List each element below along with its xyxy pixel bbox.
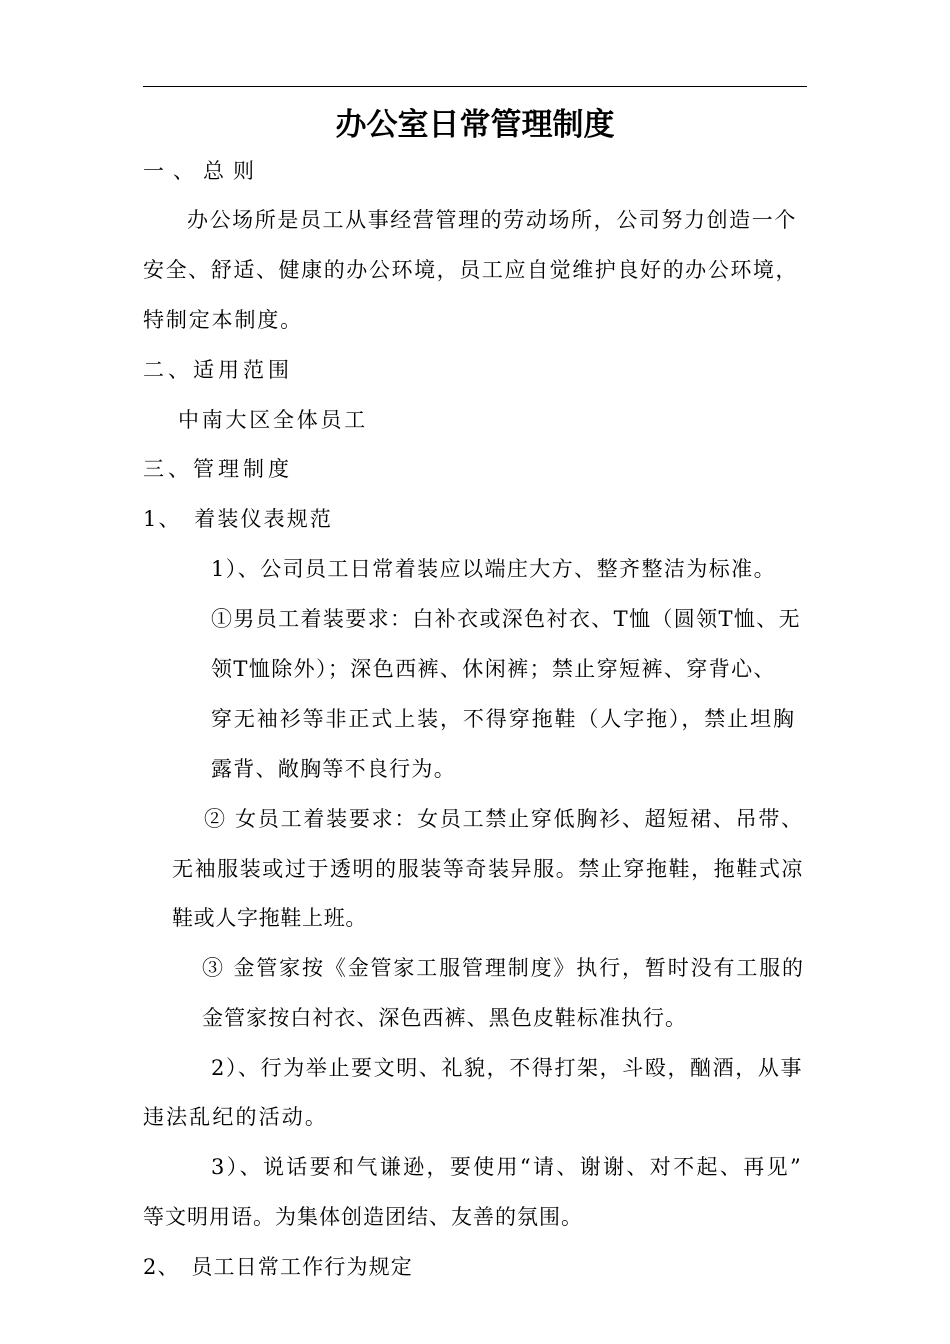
list-item-line: ①男员工着装要求：白补衣或深色衬衣、T恤（圆领T恤、无 (211, 607, 802, 631)
paragraph-line: 特制定本制度。 (143, 308, 304, 332)
header-rule (143, 86, 807, 87)
section-heading-rules: 三、管理制度 (143, 457, 293, 481)
list-item-line: 露背、敞胸等不良行为。 (211, 757, 456, 781)
list-item-line: 等文明用语。为集体创造团结、友善的氛围。 (143, 1205, 583, 1229)
section-heading-general: 一、总则 (143, 159, 263, 183)
document-title: 办公室日常管理制度 (335, 107, 615, 143)
list-item-line: 2）、行为举止要文明、礼貌，不得打架，斗殴，酗酒，从事 (211, 1056, 804, 1080)
list-item-line: 3）、说话要和气谦逊，要使用“请、谢谢、对不起、再见” (211, 1155, 804, 1179)
list-item-line: 违法乱纪的活动。 (143, 1105, 329, 1129)
list-item-line: 1）、公司员工日常着装应以端庄大方、整齐整洁为标准。 (211, 557, 777, 581)
paragraph-line: 安全、舒适、健康的办公环境，员工应自觉维护良好的办公环境， (143, 258, 799, 282)
list-item-line: 金管家按白衬衣、深色西裤、黑色皮鞋标准执行。 (202, 1006, 688, 1030)
paragraph-line: 办公场所是员工从事经营管理的劳动场所，公司努力创造一个 (187, 208, 797, 232)
list-item-line: 鞋或人字拖鞋上班。 (172, 906, 368, 930)
list-item-line: 领T恤除外）；深色西裤、休闲裤；禁止穿短裤、穿背心、 (211, 657, 776, 681)
subsection-heading-dress: 1、 着装仪表规范 (143, 507, 334, 531)
list-item-line: ③ 金管家按《金管家工服管理制度》执行，暂时没有工服的 (202, 956, 805, 980)
list-item-line: 穿无袖衫等非正式上装，不得穿拖鞋（人字拖），禁止坦胸 (211, 707, 796, 731)
list-item-line: ② 女员工着装要求：女员工禁止穿低胸衫、超短裙、吊带、 (204, 807, 804, 831)
subsection-heading-conduct: 2、 员工日常工作行为规定 (143, 1255, 413, 1279)
section-heading-scope: 二、适用范围 (143, 358, 293, 382)
list-item-line: 无袖服装或过于透明的服装等奇装异服。禁止穿拖鞋，拖鞋式凉 (172, 857, 804, 881)
paragraph-line: 中南大区全体员工 (178, 408, 368, 432)
